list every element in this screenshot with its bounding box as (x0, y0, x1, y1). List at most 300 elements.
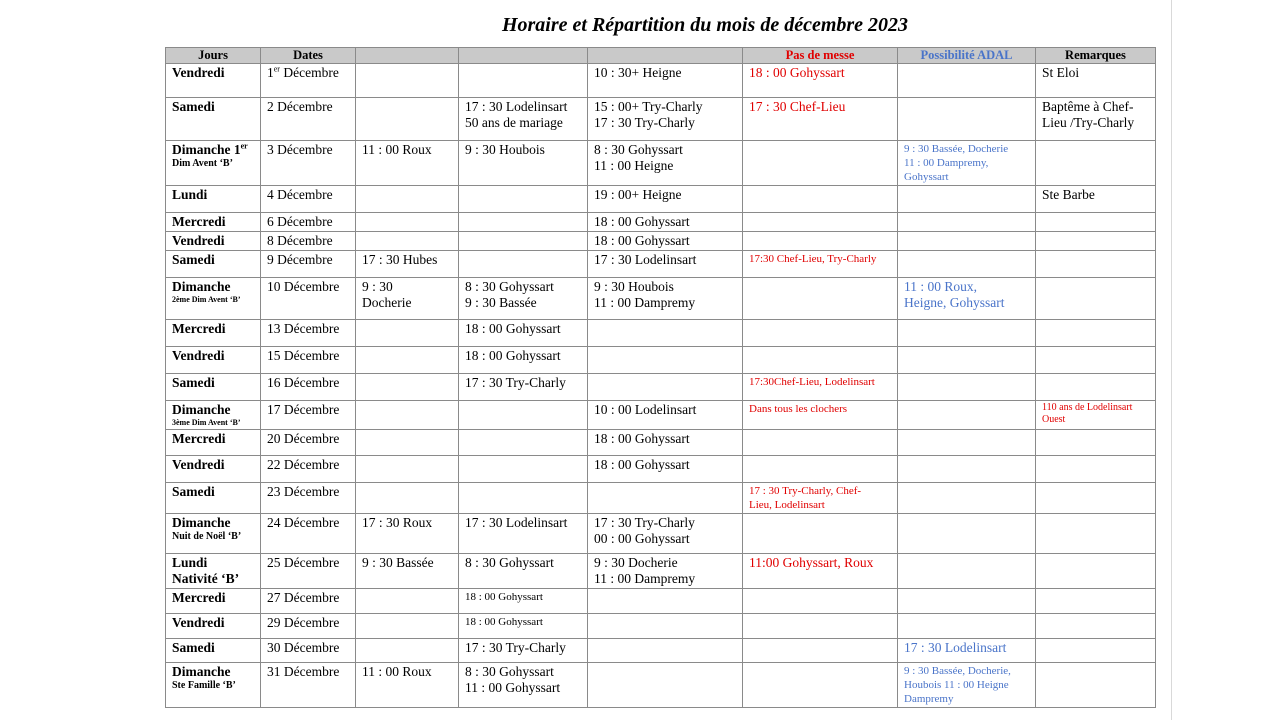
mass-cell-3 (588, 186, 743, 213)
table-row (166, 186, 1156, 213)
day-cell (166, 456, 261, 483)
pas-de-messe-cell (743, 141, 898, 186)
mass-cell-2 (459, 374, 588, 401)
day-cell (166, 430, 261, 456)
pas-de-messe-cell (743, 64, 898, 98)
day-name: Dimanche (172, 664, 231, 679)
day-cell (166, 141, 261, 186)
day-cell (166, 639, 261, 663)
mass-cell-3 (588, 554, 743, 589)
mass-cell-3 (588, 64, 743, 98)
table-row (166, 278, 1156, 320)
mass-3-line: 19 : 00+ Heigne (594, 187, 682, 202)
mass-cell-3 (588, 320, 743, 347)
table-row (166, 483, 1156, 514)
date-text: 6 Décembre (267, 214, 333, 229)
mass-2-line: 17 : 30 Lodelinsart (465, 515, 568, 530)
remarques-cell (1036, 483, 1156, 514)
pas-de-messe-line: 18 : 00 Gohyssart (749, 65, 845, 80)
day-name: Vendredi (172, 348, 225, 363)
mass-cell-1 (356, 213, 459, 232)
date-cell (261, 232, 356, 251)
table-row (166, 589, 1156, 614)
mass-2-line: 8 : 30 Gohyssart (465, 555, 554, 570)
pas-de-messe-cell (743, 320, 898, 347)
mass-cell-1 (356, 64, 459, 98)
remarques-cell (1036, 232, 1156, 251)
pas-de-messe-cell (743, 186, 898, 213)
document-title: Horaire et Répartition du mois de décembre 2023 (501, 14, 909, 36)
remarques-cell (1036, 141, 1156, 186)
mass-cell-1 (356, 589, 459, 614)
adal-cell (898, 514, 1036, 554)
table-row (166, 614, 1156, 639)
day-name: Vendredi (172, 457, 225, 472)
mass-3-line: 10 : 30+ Heigne (594, 65, 682, 80)
remarques-line: 110 ans de Lodelinsart (1042, 402, 1133, 413)
remarques-line: Baptême à Chef- (1042, 99, 1134, 114)
adal-cell (898, 589, 1036, 614)
mass-cell-3 (588, 141, 743, 186)
day-cell (166, 483, 261, 514)
remarques-cell (1036, 320, 1156, 347)
day-name: Dimanche (172, 402, 231, 417)
remarques-cell (1036, 554, 1156, 589)
mass-cell-1 (356, 614, 459, 639)
mass-cell-2 (459, 251, 588, 278)
day-cell (166, 232, 261, 251)
remarques-line: Lieu /Try-Charly (1042, 115, 1135, 130)
mass-cell-1 (356, 663, 459, 708)
mass-3-line: 18 : 00 Gohyssart (594, 233, 690, 248)
mass-cell-2 (459, 430, 588, 456)
header-col-5 (588, 48, 743, 64)
date-cell (261, 589, 356, 614)
table-row (166, 320, 1156, 347)
date-text: 23 Décembre (267, 484, 340, 499)
remarques-cell (1036, 589, 1156, 614)
date-cell (261, 374, 356, 401)
date-text: 10 Décembre (267, 279, 340, 294)
adal-cell (898, 347, 1036, 374)
mass-cell-3 (588, 456, 743, 483)
day-subtitle: Nativité ‘B’ (172, 571, 240, 586)
header-jours: Jours (166, 48, 261, 64)
pas-de-messe-cell (743, 98, 898, 141)
mass-cell-3 (588, 213, 743, 232)
adal-line: 9 : 30 Bassée, Docherie, (904, 665, 1011, 677)
remarques-cell (1036, 64, 1156, 98)
mass-cell-3 (588, 483, 743, 514)
table-row (166, 514, 1156, 554)
pas-de-messe-line: 17:30Chef-Lieu, Lodelinsart (749, 376, 875, 388)
remarques-cell (1036, 186, 1156, 213)
mass-cell-1 (356, 347, 459, 374)
mass-cell-1 (356, 483, 459, 514)
date-text: 8 Décembre (267, 233, 333, 248)
mass-cell-3 (588, 251, 743, 278)
pas-de-messe-cell (743, 347, 898, 374)
table-row (166, 554, 1156, 589)
mass-cell-1 (356, 186, 459, 213)
pas-de-messe-line: 11:00 Gohyssart, Roux (749, 555, 874, 570)
mass-cell-1 (356, 141, 459, 186)
adal-cell (898, 98, 1036, 141)
mass-cell-2 (459, 554, 588, 589)
adal-cell (898, 401, 1036, 430)
mass-3-line: 17 : 30 Lodelinsart (594, 252, 697, 267)
mass-cell-1 (356, 639, 459, 663)
pas-de-messe-line: Dans tous les clochers (749, 403, 848, 415)
date-text: 31 Décembre (267, 664, 340, 679)
day-cell (166, 347, 261, 374)
adal-line: 17 : 30 Lodelinsart (904, 640, 1007, 655)
page-edge-rule (1171, 0, 1172, 720)
day-cell (166, 213, 261, 232)
mass-3-line: 18 : 00 Gohyssart (594, 431, 690, 446)
day-cell (166, 401, 261, 430)
mass-2-line: 9 : 30 Houbois (465, 142, 545, 157)
header-possibilite-adal: Possibilité ADAL (898, 48, 1036, 64)
day-name: Dimanche (172, 279, 231, 294)
mass-cell-2 (459, 514, 588, 554)
pas-de-messe-cell (743, 514, 898, 554)
mass-2-line: 17 : 30 Try-Charly (465, 375, 566, 390)
adal-cell (898, 64, 1036, 98)
mass-2-line: 50 ans de mariage (465, 115, 563, 130)
pas-de-messe-line: 17:30 Chef-Lieu, Try-Charly (749, 253, 877, 265)
pas-de-messe-cell (743, 213, 898, 232)
mass-3-line: 9 : 30 Houbois (594, 279, 674, 294)
date-text: 27 Décembre (267, 590, 340, 605)
remarques-cell (1036, 663, 1156, 708)
adal-cell (898, 213, 1036, 232)
date-text: 3 Décembre (267, 142, 333, 157)
mass-cell-3 (588, 232, 743, 251)
date-cell (261, 430, 356, 456)
mass-cell-1 (356, 98, 459, 141)
pas-de-messe-cell (743, 374, 898, 401)
remarques-cell (1036, 456, 1156, 483)
day-subtitle: 2ème Dim Avent ‘B’ (172, 295, 241, 304)
adal-line: 11 : 00 Roux, (904, 279, 978, 294)
pas-de-messe-cell (743, 483, 898, 514)
table-row (166, 98, 1156, 141)
day-name: Samedi (172, 252, 215, 267)
table-row (166, 251, 1156, 278)
date-cell (261, 639, 356, 663)
pas-de-messe-cell (743, 430, 898, 456)
mass-1-line: 17 : 30 Hubes (362, 252, 438, 267)
remarques-cell (1036, 278, 1156, 320)
header-col-3 (356, 48, 459, 64)
mass-cell-3 (588, 639, 743, 663)
mass-2-line: 17 : 30 Lodelinsart (465, 99, 568, 114)
remarques-cell (1036, 430, 1156, 456)
mass-cell-3 (588, 589, 743, 614)
date-text: 24 Décembre (267, 515, 340, 530)
schedule-body (166, 64, 1156, 708)
date-cell (261, 98, 356, 141)
date-cell (261, 251, 356, 278)
mass-cell-3 (588, 663, 743, 708)
date-text: 1 (267, 65, 274, 80)
mass-cell-1 (356, 430, 459, 456)
date-cell (261, 278, 356, 320)
pas-de-messe-cell (743, 251, 898, 278)
day-cell (166, 278, 261, 320)
mass-1-line: 17 : 30 Roux (362, 515, 433, 530)
mass-cell-3 (588, 614, 743, 639)
header-row (166, 48, 1156, 64)
day-superscript: er (240, 141, 248, 151)
day-name: Mercredi (172, 214, 226, 229)
table-row (166, 141, 1156, 186)
mass-3-line: 8 : 30 Gohyssart (594, 142, 683, 157)
date-superscript: er (273, 64, 280, 74)
mass-3-line: 11 : 00 Heigne (594, 158, 674, 173)
date-cell (261, 554, 356, 589)
mass-cell-3 (588, 401, 743, 430)
remarques-cell (1036, 98, 1156, 141)
day-name: Samedi (172, 640, 215, 655)
day-subtitle: Dim Avent ‘B’ (172, 158, 233, 169)
day-name: Mercredi (172, 321, 226, 336)
pas-de-messe-cell (743, 663, 898, 708)
day-cell (166, 320, 261, 347)
mass-cell-3 (588, 430, 743, 456)
date-text: 30 Décembre (267, 640, 340, 655)
mass-3-line: 18 : 00 Gohyssart (594, 214, 690, 229)
table-row (166, 64, 1156, 98)
day-cell (166, 251, 261, 278)
mass-3-line: 17 : 30 Try-Charly (594, 115, 695, 130)
mass-2-line: 18 : 00 Gohyssart (465, 616, 543, 628)
mass-2-line: 17 : 30 Try-Charly (465, 640, 566, 655)
remarques-line: Ste Barbe (1042, 187, 1095, 202)
remarques-cell (1036, 514, 1156, 554)
header-remarques: Remarques (1036, 48, 1156, 64)
table-row (166, 374, 1156, 401)
mass-3-line: 17 : 30 Try-Charly (594, 515, 695, 530)
table-row (166, 639, 1156, 663)
day-name: Dimanche (172, 515, 231, 530)
adal-line: 11 : 00 Dampremy, (904, 157, 989, 169)
remarques-cell (1036, 213, 1156, 232)
day-cell (166, 514, 261, 554)
day-name: Mercredi (172, 590, 226, 605)
pas-de-messe-cell (743, 456, 898, 483)
mass-3-line: 00 : 00 Gohyssart (594, 531, 690, 546)
date-text: 4 Décembre (267, 187, 333, 202)
remarques-cell (1036, 347, 1156, 374)
mass-cell-2 (459, 639, 588, 663)
adal-cell (898, 456, 1036, 483)
mass-cell-2 (459, 186, 588, 213)
mass-cell-1 (356, 232, 459, 251)
date-cell (261, 456, 356, 483)
day-cell (166, 64, 261, 98)
mass-cell-1 (356, 456, 459, 483)
day-cell (166, 614, 261, 639)
remarques-cell (1036, 374, 1156, 401)
day-subtitle: Ste Famille ‘B’ (172, 680, 236, 691)
date-text: 22 Décembre (267, 457, 340, 472)
mass-2-line: 11 : 00 Gohyssart (465, 680, 561, 695)
mass-2-line: 8 : 30 Gohyssart (465, 279, 554, 294)
mass-2-line: 18 : 00 Gohyssart (465, 591, 543, 603)
mass-cell-1 (356, 401, 459, 430)
mass-cell-2 (459, 232, 588, 251)
mass-3-line: 18 : 00 Gohyssart (594, 457, 690, 472)
remarques-cell (1036, 639, 1156, 663)
adal-cell (898, 554, 1036, 589)
mass-cell-1 (356, 320, 459, 347)
mass-cell-2 (459, 589, 588, 614)
adal-cell (898, 614, 1036, 639)
mass-cell-1 (356, 251, 459, 278)
date-cell (261, 514, 356, 554)
adal-line: 9 : 30 Bassée, Docherie (904, 143, 1009, 155)
pas-de-messe-cell (743, 589, 898, 614)
remarques-cell (1036, 614, 1156, 639)
adal-cell (898, 320, 1036, 347)
mass-cell-2 (459, 98, 588, 141)
pas-de-messe-cell (743, 401, 898, 430)
date-text: 15 Décembre (267, 348, 340, 363)
date-text: 2 Décembre (267, 99, 333, 114)
day-cell (166, 374, 261, 401)
date-cell (261, 483, 356, 514)
pas-de-messe-cell (743, 554, 898, 589)
adal-cell (898, 232, 1036, 251)
mass-3-line: 11 : 00 Dampremy (594, 571, 696, 586)
pas-de-messe-line: 17 : 30 Try-Charly, Chef- (749, 485, 862, 497)
header-dates: Dates (261, 48, 356, 64)
pas-de-messe-cell (743, 278, 898, 320)
adal-line: Heigne, Gohyssart (904, 295, 1005, 310)
pas-de-messe-line: 17 : 30 Chef-Lieu (749, 99, 846, 114)
mass-cell-2 (459, 64, 588, 98)
pas-de-messe-cell (743, 614, 898, 639)
mass-cell-2 (459, 614, 588, 639)
date-cell (261, 401, 356, 430)
mass-3-line: 9 : 30 Docherie (594, 555, 678, 570)
mass-cell-2 (459, 663, 588, 708)
day-subtitle: Nuit de Noël ‘B’ (172, 531, 242, 542)
mass-cell-3 (588, 278, 743, 320)
pas-de-messe-cell (743, 639, 898, 663)
table-row (166, 232, 1156, 251)
day-cell (166, 589, 261, 614)
mass-1-line: 11 : 00 Roux (362, 664, 432, 679)
day-cell (166, 98, 261, 141)
schedule-table (165, 47, 1156, 708)
day-name: Mercredi (172, 431, 226, 446)
remarques-line: Ouest (1042, 414, 1066, 425)
date-cell (261, 64, 356, 98)
mass-cell-2 (459, 141, 588, 186)
day-name: Lundi (172, 187, 208, 202)
mass-cell-2 (459, 401, 588, 430)
mass-cell-1 (356, 514, 459, 554)
mass-2-line: 9 : 30 Bassée (465, 295, 537, 310)
mass-cell-2 (459, 347, 588, 374)
header-col-4 (459, 48, 588, 64)
mass-cell-3 (588, 514, 743, 554)
mass-cell-2 (459, 483, 588, 514)
day-cell (166, 186, 261, 213)
adal-line: Dampremy (904, 693, 954, 705)
date-cell (261, 213, 356, 232)
mass-3-line: 15 : 00+ Try-Charly (594, 99, 703, 114)
table-row (166, 456, 1156, 483)
day-subtitle: 3ème Dim Avent ‘B’ (172, 418, 241, 427)
day-name: Samedi (172, 484, 215, 499)
mass-cell-3 (588, 347, 743, 374)
adal-line: Houbois 11 : 00 Heigne (904, 679, 1009, 691)
mass-3-line: 10 : 00 Lodelinsart (594, 402, 697, 417)
date-text: 13 Décembre (267, 321, 340, 336)
adal-cell (898, 483, 1036, 514)
date-text: 20 Décembre (267, 431, 340, 446)
adal-line: Gohyssart (904, 171, 949, 183)
date-month: Décembre (279, 65, 339, 80)
adal-cell (898, 278, 1036, 320)
mass-cell-2 (459, 456, 588, 483)
mass-cell-2 (459, 278, 588, 320)
mass-cell-1 (356, 554, 459, 589)
mass-cell-1 (356, 374, 459, 401)
adal-cell (898, 639, 1036, 663)
pas-de-messe-cell (743, 232, 898, 251)
day-cell (166, 554, 261, 589)
day-name: Dimanche 1 (172, 142, 241, 157)
day-name: Samedi (172, 375, 215, 390)
date-cell (261, 663, 356, 708)
date-cell (261, 320, 356, 347)
date-text: 9 Décembre (267, 252, 333, 267)
pas-de-messe-line: Lieu, Lodelinsart (749, 499, 825, 511)
date-text: 25 Décembre (267, 555, 340, 570)
adal-cell (898, 374, 1036, 401)
mass-1-line: 9 : 30 (362, 279, 393, 294)
day-cell (166, 663, 261, 708)
day-name: Vendredi (172, 615, 225, 630)
adal-cell (898, 663, 1036, 708)
mass-2-line: 18 : 00 Gohyssart (465, 348, 561, 363)
day-name: Samedi (172, 99, 215, 114)
day-name: Vendredi (172, 65, 225, 80)
date-cell (261, 347, 356, 374)
table-row (166, 401, 1156, 430)
table-row (166, 663, 1156, 708)
date-cell (261, 141, 356, 186)
adal-cell (898, 141, 1036, 186)
mass-2-line: 18 : 00 Gohyssart (465, 321, 561, 336)
mass-1-line: 9 : 30 Bassée (362, 555, 434, 570)
mass-cell-1 (356, 278, 459, 320)
mass-3-line: 11 : 00 Dampremy (594, 295, 696, 310)
date-text: 16 Décembre (267, 375, 340, 390)
remarques-cell (1036, 251, 1156, 278)
mass-cell-2 (459, 320, 588, 347)
day-name: Vendredi (172, 233, 225, 248)
header-pas-de-messe: Pas de messe (743, 48, 898, 64)
adal-cell (898, 186, 1036, 213)
date-text: 17 Décembre (267, 402, 340, 417)
day-name: Lundi (172, 555, 208, 570)
